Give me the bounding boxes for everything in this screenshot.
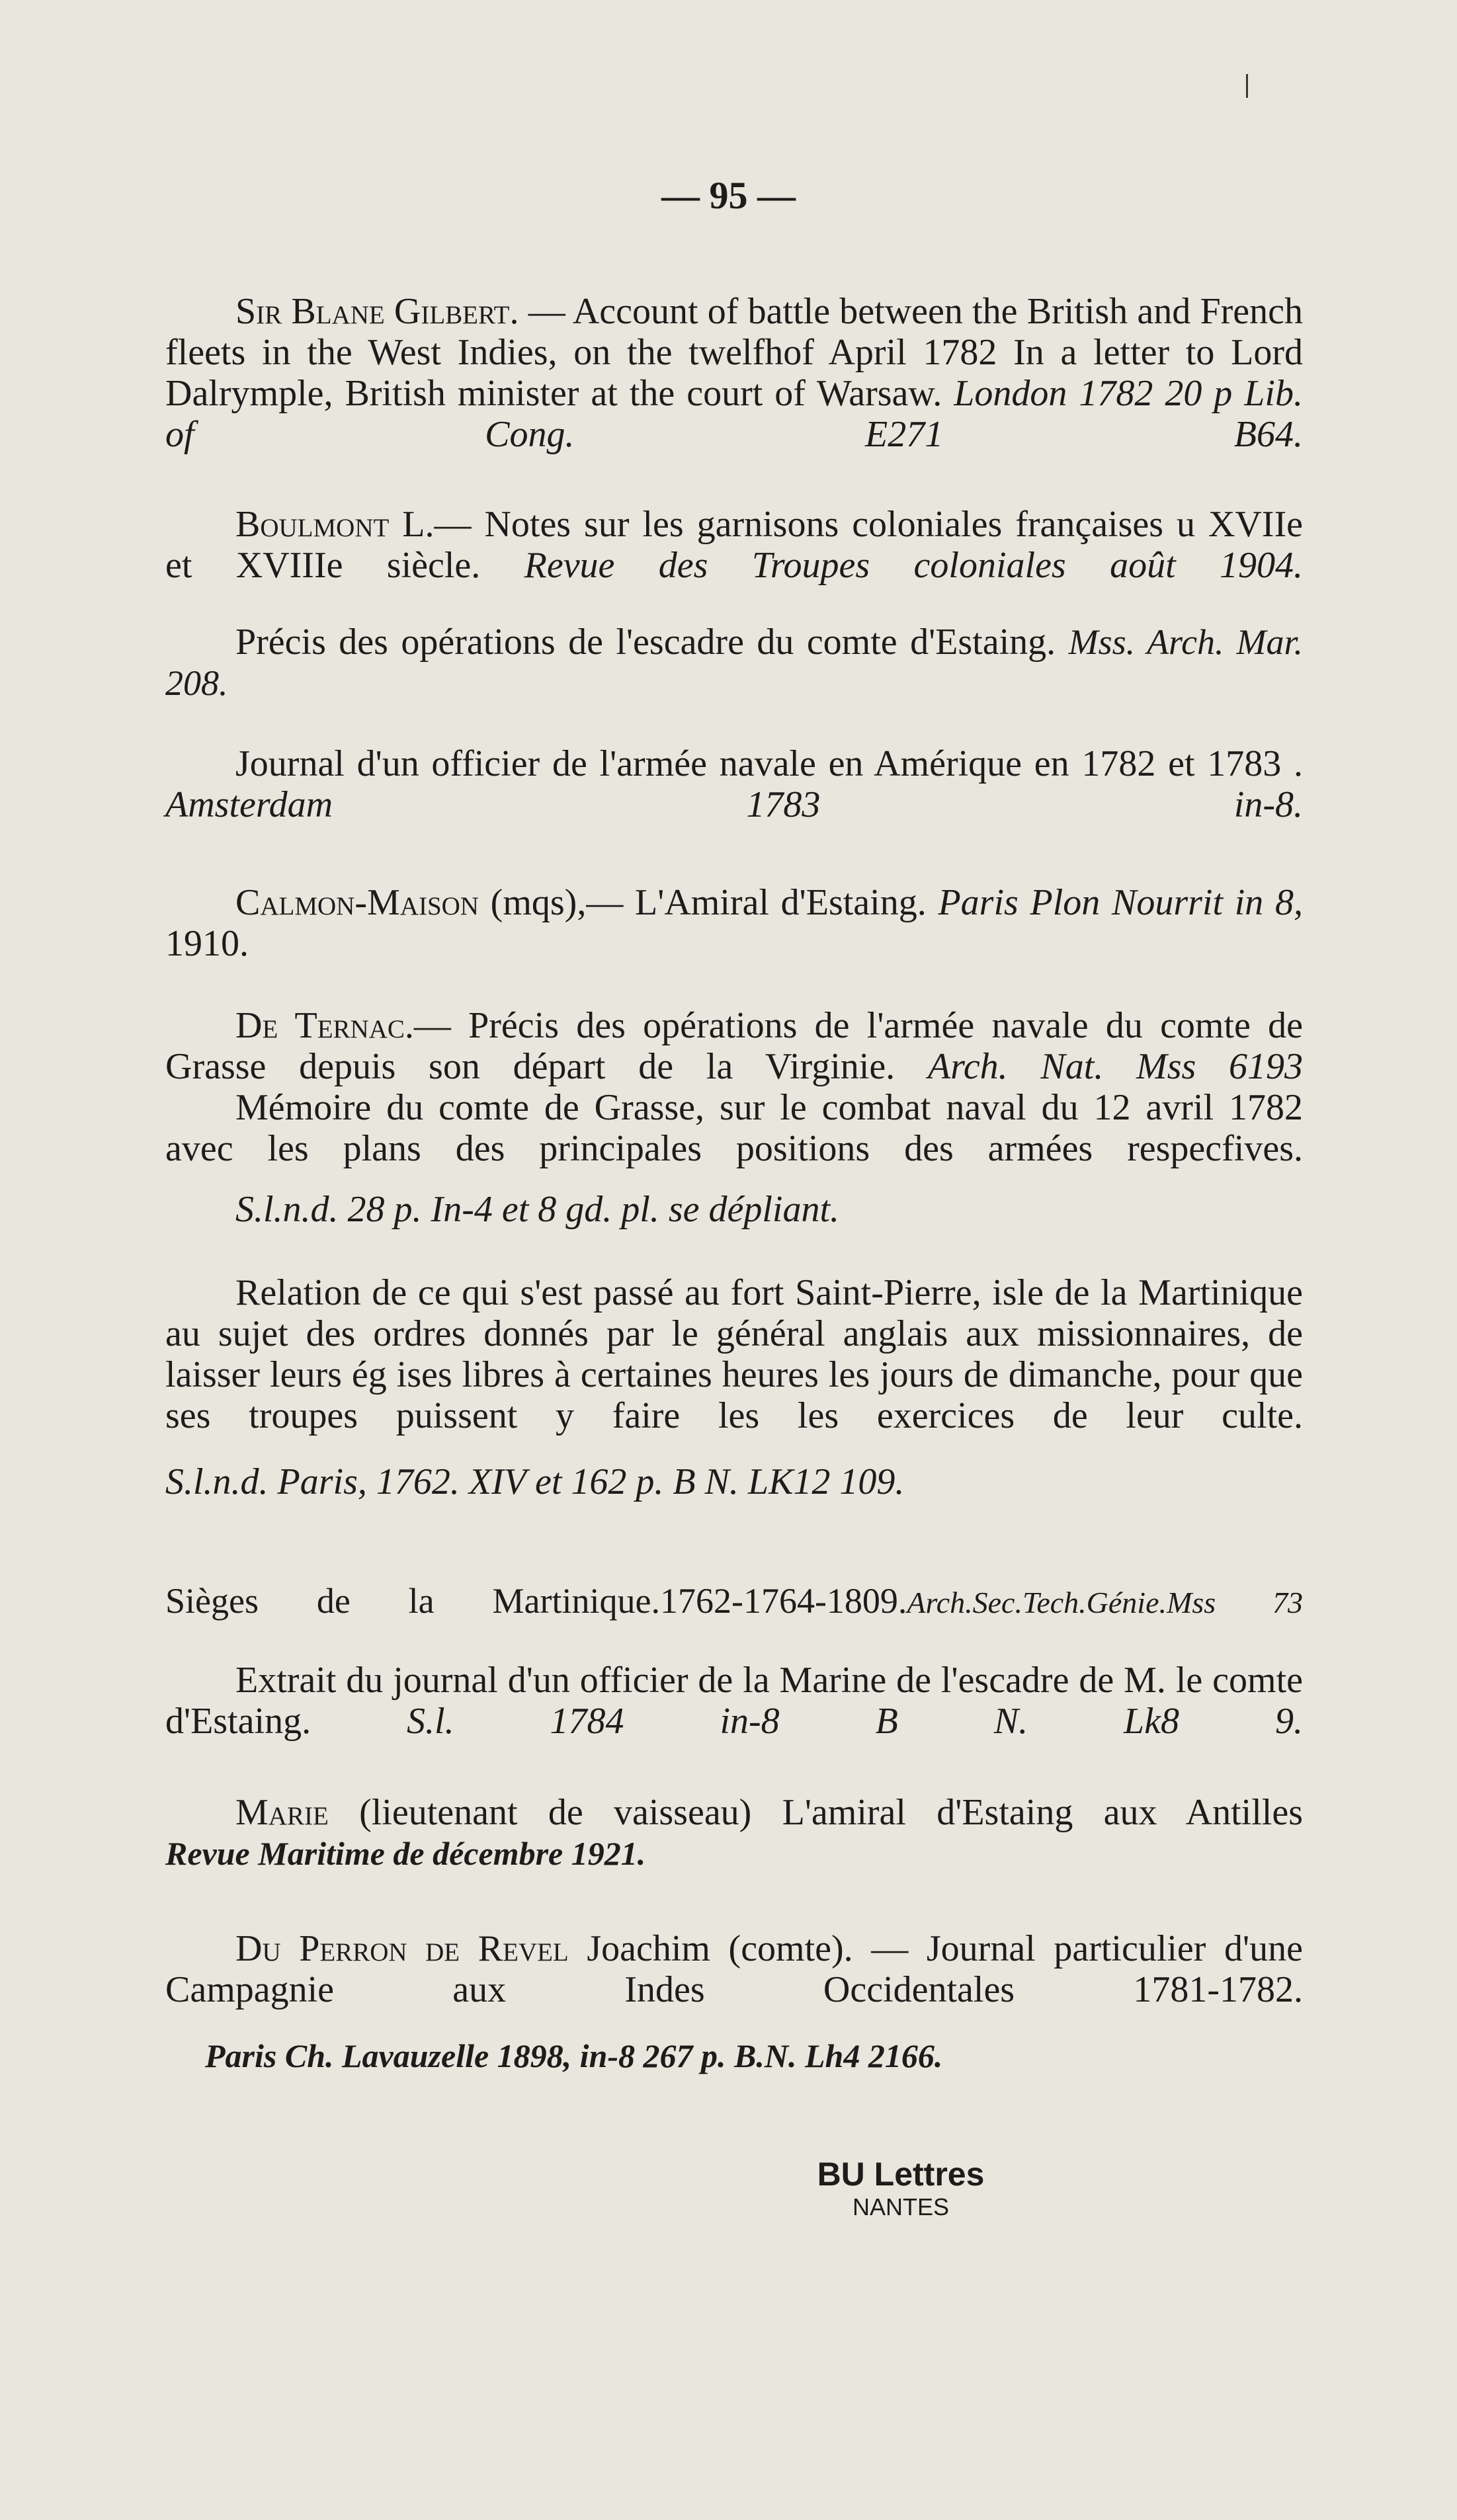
- entry-text: Précis des opérations de l'escadre du comte d'Estaing.: [235, 622, 1069, 663]
- entry-publication: S.l.n.d. 28 p. In-4 et 8 gd. pl. se dépliant.: [235, 1189, 840, 1230]
- entry-publication: Revue Maritime de décembre 1921.: [165, 1835, 646, 1872]
- entry-text: Joachim (comte). — Journal particulier d'une Campagnie aux Indes Occidentales 1781-1782.: [165, 1928, 1303, 2010]
- stamp-line-2: NANTES: [852, 2193, 950, 2220]
- entry-publication: London 1782 20 p Lib. of Cong. E271 B64.: [165, 373, 1303, 455]
- entry-de-ternac: [165, 1005, 1303, 1087]
- entry-memoire-grasse: [165, 1087, 1303, 1230]
- entry-author: Boulmont L.: [235, 504, 435, 545]
- entry-relation-saint-pierre: [165, 1272, 1303, 1502]
- entry-text: — Précis des opérations de l'armée navale du comte de Grasse depuis son départ de la Virginie.: [165, 1005, 1303, 1087]
- entry-publication: Amsterdam 1783 in-8.: [165, 784, 1303, 825]
- entry-author: Du Perron de Revel: [235, 1928, 569, 1969]
- entry-text: Sièges de la Martinique.1762-1764-1809.: [165, 1581, 907, 1621]
- entry-marie: [165, 1792, 1303, 1874]
- entry-author: Marie: [235, 1792, 329, 1833]
- entry-text: Relation de ce qui s'est passé au fort Saint-Pierre, isle de la Martinique au sujet des ordres donnés par le général anglais aux missionnaires, de laisser leurs ég ises libres à certaines heures les jours de dimanche, pour que ses troupes puissent y faire les les exercices de leur culte.: [165, 1272, 1303, 1436]
- entry-author: Sir Blane Gilbert.: [235, 291, 519, 332]
- entry-text: Journal d'un officier de l'armée navale en Amérique en 1782 et 1783 .: [235, 743, 1303, 784]
- entry-sieges-martinique: [165, 1580, 1303, 1623]
- entry-text: (lieutenant de vaisseau) L'amiral d'Estaing aux Antilles: [328, 1792, 1303, 1833]
- entry-boulmont: [165, 504, 1303, 586]
- entry-journal-officier: [165, 743, 1303, 825]
- entry-text: — Notes sur les garnisons coloniales françaises u XVIIe et XVIIIe siècle.: [165, 504, 1303, 586]
- entry-text: Mémoire du comte de Grasse, sur le combat naval du 12 avril 1782 avec les plans des principales positions des armées respecfives.: [165, 1087, 1303, 1169]
- entry-publication: Mss. Arch. Mar. 208.: [165, 622, 1303, 703]
- entry-calmon-maison: [165, 882, 1303, 964]
- entry-author: Calmon-Maison: [235, 882, 479, 923]
- entry-text: (mqs),— L'Amiral d'Estaing.: [478, 882, 938, 923]
- stamp-line-1: BU Lettres: [817, 2156, 985, 2193]
- library-stamp: [815, 2156, 987, 2222]
- margin-mark: [1246, 74, 1248, 98]
- page-number: — 95 —: [661, 174, 796, 217]
- entry-publication: Arch.Sec.Tech.Génie.Mss 73: [907, 1586, 1303, 1619]
- entry-publication: S.l. 1784 in-8 B N. Lk8 9.: [407, 1701, 1304, 1742]
- entry-publication: Paris Plon Nourrit in 8,: [938, 882, 1303, 923]
- entry-blane: [165, 291, 1303, 455]
- entry-publication: S.l.n.d. Paris, 1762. XIV et 162 p. B N. LK12 109.: [165, 1461, 905, 1502]
- entry-text: Extrait du journal d'un officier de la Marine de l'escadre de M. le comte d'Estaing.: [165, 1660, 1303, 1742]
- entry-publication: Arch. Nat. Mss 6193: [927, 1046, 1304, 1087]
- entry-du-perron-de-revel: [165, 1928, 1303, 2076]
- entry-publication: Paris Ch. Lavauzelle 1898, in-8 267 p. B.N. Lh4 2166.: [205, 2037, 943, 2074]
- entry-extrait-journal: [165, 1660, 1303, 1742]
- entry-precis-escadre: [165, 622, 1303, 704]
- entry-author: De Ternac.: [235, 1005, 414, 1046]
- entry-publication: Revue des Troupes coloniales août 1904.: [524, 545, 1303, 586]
- entry-year: 1910.: [165, 923, 249, 964]
- entry-text: — Account of battle between the British and French fleets in the West Indies, on the twelfhof April 1782 In a letter to Lord Dalrymple, British minister at the court of Warsaw.: [165, 291, 1303, 414]
